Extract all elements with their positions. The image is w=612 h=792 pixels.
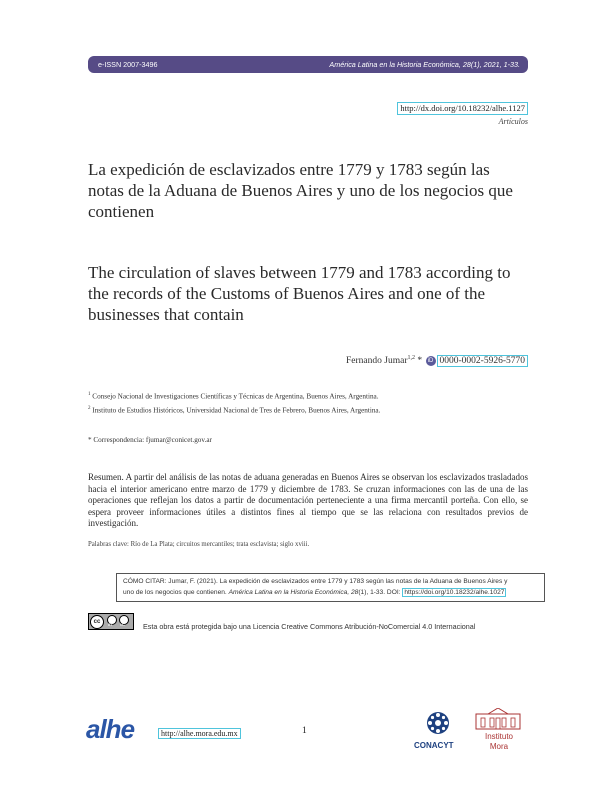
cite-doi-link[interactable]: https://doi.org/10.18232/alhe.1027 — [404, 588, 505, 596]
cite-line-2: uno de los negocios que contienen. América Latina en la Historia Económica, 28(1), 1-33. DOI: https://doi.org/10.18232/alhe.1027 — [123, 588, 505, 596]
issn: e-ISSN 2007-3496 — [98, 60, 158, 69]
instituto-mora-logo-icon — [474, 708, 522, 730]
conacyt-label: CONACYT — [414, 741, 454, 750]
correspondence: * Correspondencia: fjumar@conicet.gov.ar — [88, 436, 212, 444]
cite-box — [116, 573, 545, 602]
orcid-icon[interactable]: iD — [426, 356, 436, 366]
author-name: Fernando Jumar — [346, 356, 408, 367]
affiliation-2: $^2$ Instituto de Estudios Históricos, Universidad Nacional de Tres de Febrero, Buenos Aires, Argentina. — [88, 406, 381, 415]
correspondence-star: * — [417, 356, 423, 367]
keywords: Palabras clave: Río de La Plata; circuitos mercantiles; trata esclavista; siglo xviii. — [88, 541, 310, 548]
title-spanish: La expedición de esclavizados entre 1779 y 1783 según las notas de la Aduana de Buenos Aires y uno de los negocios que contienen — [88, 160, 513, 221]
alhe-logo: alhe — [86, 714, 135, 744]
journal-url[interactable]: http://alhe.mora.edu.mx — [158, 728, 241, 739]
license-text: Esta obra está protegida bajo una Licencia Creative Commons Atribución-NoComercial 4.0 Internacional — [143, 622, 476, 631]
author-line — [346, 355, 528, 366]
instituto-mora-label: Instituto Mora — [484, 732, 513, 751]
cc-license-badge[interactable]: cc BY NC — [88, 613, 134, 630]
cc-icon: cc — [90, 615, 104, 629]
conacyt-logo-icon — [426, 711, 450, 735]
title-english: The circulation of slaves between 1779 and 1783 according to the records of the Customs of Buenos Aires and one of the businesses that contain — [88, 263, 511, 324]
journal-citation: América Latina en la Historia Económica, 28(1), 2021, 1-33. — [329, 60, 520, 69]
journal-banner — [88, 56, 528, 73]
page-number: 1 — [302, 726, 307, 736]
abstract: Resumen. A partir del análisis de las notas de aduana generadas en Buenos Aires se observan los esclavizados trasladados hacia el interior americano entre marzo de 1779 y diciembre de 1783. Se cruzan informaciones con las de una de las operaciones que reflejan los datos a partir de documentación perteneciente a una firma mercantil porteña. Con ello, se espera proveer informaciones útiles a distintos fines al tiempo que se las relaciona con resultados previos de investigación. — [88, 472, 528, 529]
orcid-link[interactable]: 0000-0002-5926-5770 — [437, 355, 529, 367]
cite-line-1: CÓMO CITAR: Jumar, F. (2021). La expedición de esclavizados entre 1779 y 1783 según las notas de la Aduana de Buenos Aires y — [123, 578, 508, 585]
affiliation-1: $^1$ Consejo Nacional de Investigaciones Científicas y Técnicas de Argentina, Buenos Aires, Argentina. — [88, 392, 379, 401]
section-label: Artículos — [498, 117, 528, 126]
author-affil-marks: 1,2 — [407, 355, 415, 361]
doi-link[interactable]: http://dx.doi.org/10.18232/alhe.1127 — [397, 102, 528, 115]
